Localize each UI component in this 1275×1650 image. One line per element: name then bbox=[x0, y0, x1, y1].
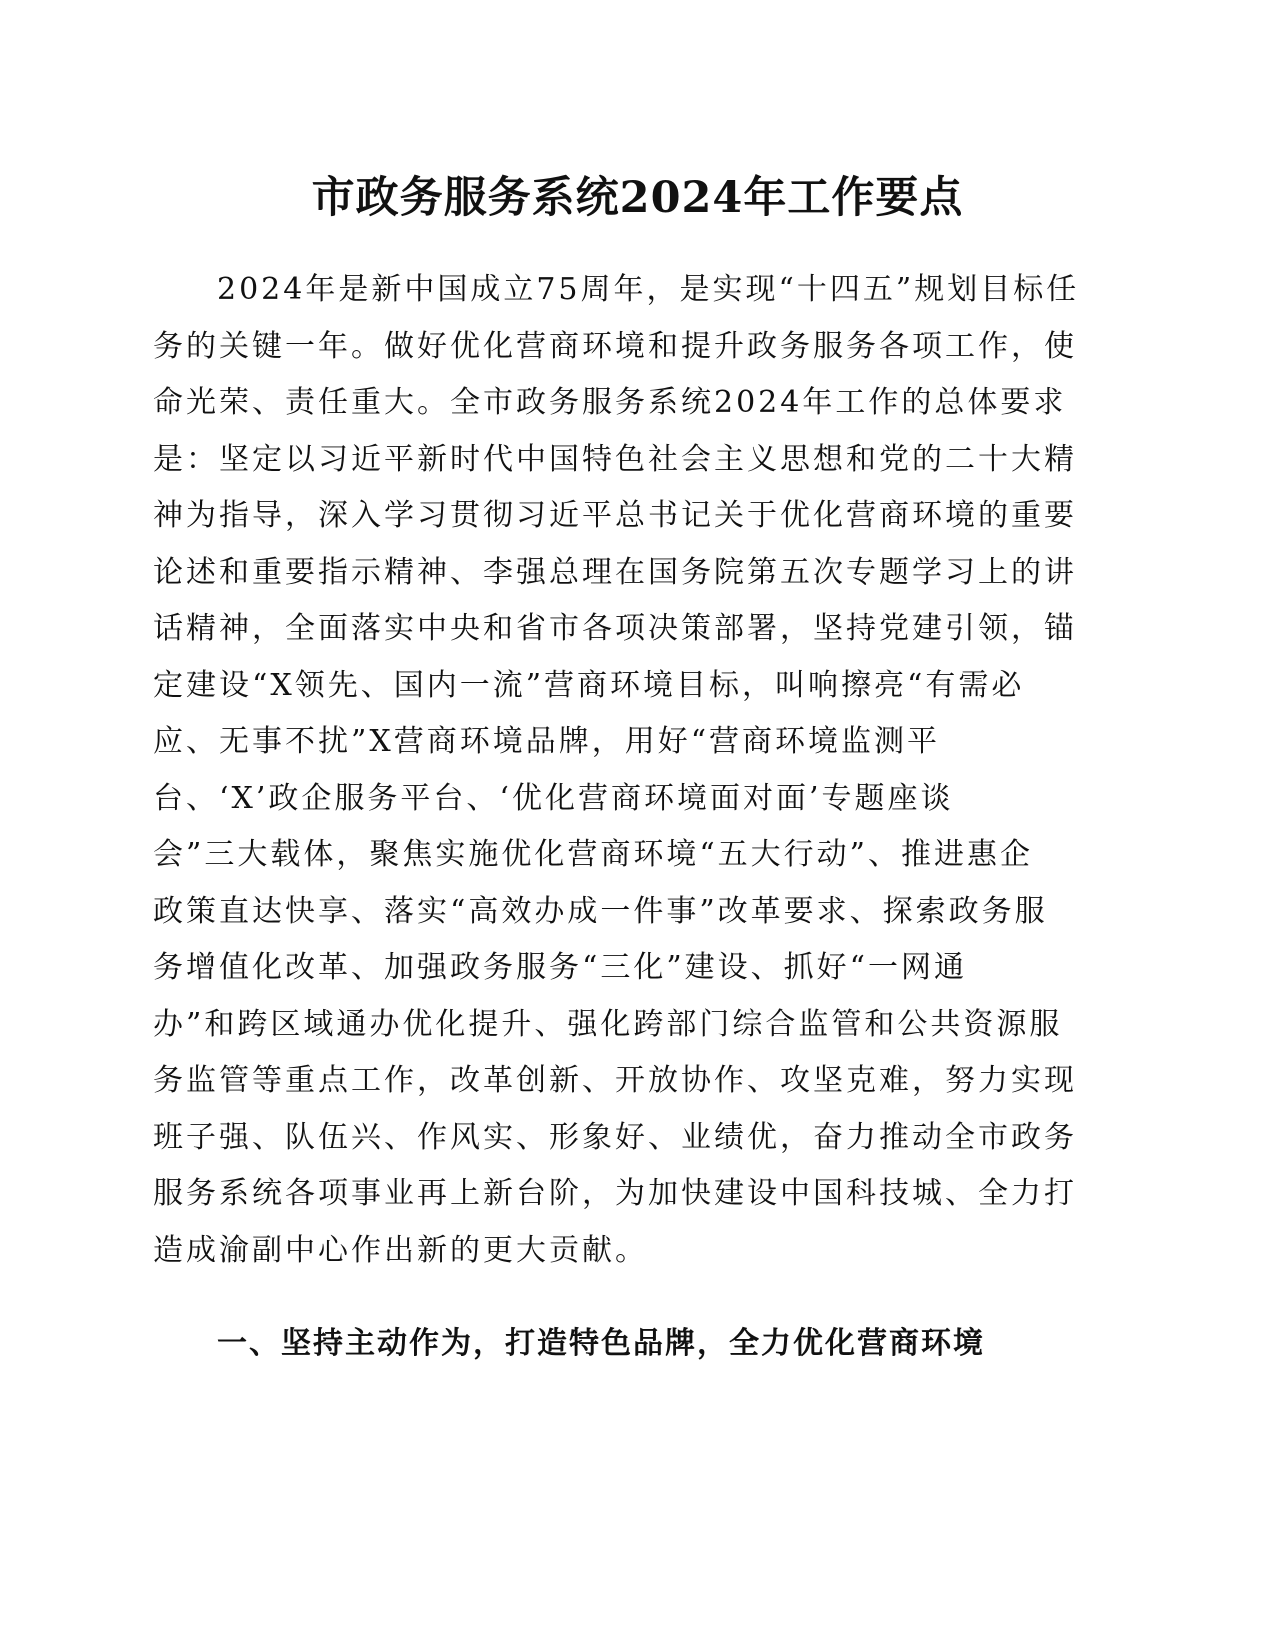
paragraph-line: 命光荣、责任重大。全市政务服务系统2024年工作的总体要求 bbox=[153, 385, 1067, 420]
document-title: 市政务服务系统2024年工作要点 bbox=[311, 173, 964, 223]
paragraph-line: 是：坚定以习近平新时代中国特色社会主义思想和党的二十大精 bbox=[153, 441, 1077, 477]
paragraph-line: 办”和跨区域通办优化提升、强化跨部门综合监管和公共资源服 bbox=[153, 1006, 1063, 1042]
paragraph-line: 务增值化改革、加强政务服务“三化”建设、抓好“一网通 bbox=[153, 950, 968, 985]
paragraph-line: 务监管等重点工作，改革创新、开放协作、攻坚克难，努力实现 bbox=[153, 1063, 1077, 1098]
paragraph-line: 神为指导，深入学习贯彻习近平总书记关于优化营商环境的重要 bbox=[153, 498, 1077, 533]
paragraph-line: 话精神，全面落实中央和省市各项决策部署，坚持党建引领，锚 bbox=[153, 611, 1077, 646]
paragraph-line: 班子强、队伍兴、作风实、形象好、业绩优，奋力推动全市政务 bbox=[153, 1119, 1077, 1155]
paragraph-line: 应、无事不扰”X营商环境品牌，用好“营商环境监测平 bbox=[153, 724, 941, 759]
intro-paragraph bbox=[153, 262, 1113, 1279]
paragraph-line: 造成渝副中心作出新的更大贡献。 bbox=[153, 1232, 648, 1268]
paragraph-line: 台、‘X’政企服务平台、‘优化营商环境面对面’专题座谈 bbox=[153, 780, 954, 816]
paragraph-line: 论述和重要指示精神、李强总理在国务院第五次专题学习上的讲 bbox=[153, 554, 1077, 590]
paragraph-line: 2024年是新中国成立75周年，是实现“十四五”规划目标任 bbox=[217, 272, 1080, 307]
paragraph-line: 服务系统各项事业再上新台阶，为加快建设中国科技城、全力打 bbox=[153, 1176, 1077, 1211]
paragraph-line: 政策直达快享、落实“高效办成一件事”改革要求、探索政务服 bbox=[153, 893, 1048, 929]
paragraph-line: 定建设“X领先、国内一流”营商环境目标，叫响擦亮“有需必 bbox=[153, 667, 1025, 703]
paragraph-line: 务的关键一年。做好优化营商环境和提升政务服务各项工作，使 bbox=[153, 328, 1077, 364]
section-heading: 一、坚持主动作为，打造特色品牌，全力优化营商环境 bbox=[217, 1326, 985, 1361]
paragraph-line: 会”三大载体，聚焦实施优化营商环境“五大行动”、推进惠企 bbox=[153, 837, 1034, 872]
